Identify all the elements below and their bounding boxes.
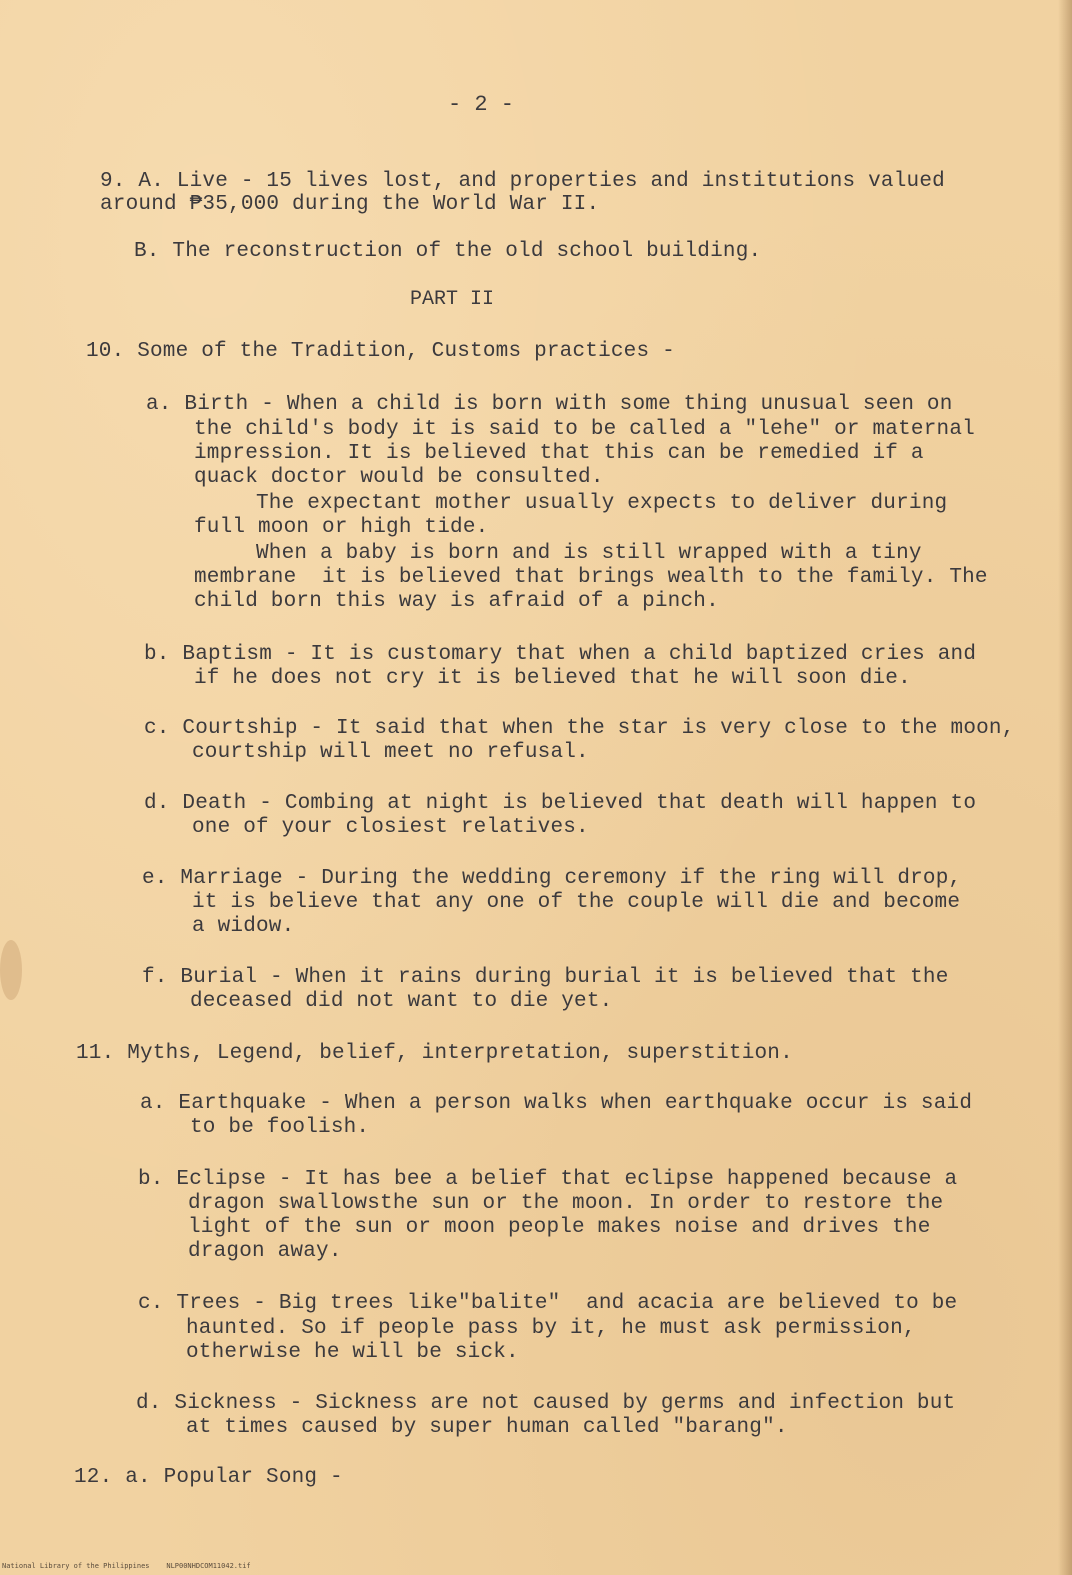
earthquake-line: a. Earthquake - When a person walks when earthquake occur is said bbox=[140, 1092, 973, 1115]
courtship-line: courtship will meet no refusal. bbox=[192, 741, 589, 764]
burial-line: deceased did not want to die yet. bbox=[190, 990, 613, 1013]
marriage-line: e. Marriage - During the wedding ceremony if the ring will drop, bbox=[142, 867, 962, 890]
marriage-line: a widow. bbox=[192, 915, 295, 938]
birth-line: the child's body it is said to be called a "lehe" or maternal bbox=[194, 418, 975, 441]
item11-heading: 11. Myths, Legend, belief, interpretation, superstition. bbox=[76, 1042, 793, 1065]
burial-line: f. Burial - When it rains during burial it is believed that the bbox=[142, 966, 949, 989]
death-line: one of your closiest relatives. bbox=[192, 816, 589, 839]
item9-b-line1: B. The reconstruction of the old school building. bbox=[134, 240, 762, 263]
birth-line: membrane it is believed that brings wealth to the family. The bbox=[194, 566, 988, 589]
item10-heading: 10. Some of the Tradition, Customs practices - bbox=[86, 340, 675, 363]
item9-a-line2: around ₱35,000 during the World War II. bbox=[100, 193, 600, 216]
eclipse-line: dragon swallowsthe sun or the moon. In order to restore the bbox=[188, 1192, 944, 1215]
paper-stain bbox=[0, 940, 22, 1000]
eclipse-line: dragon away. bbox=[188, 1240, 342, 1263]
page-number: - 2 - bbox=[448, 92, 515, 117]
baptism-line: if he does not cry it is believed that he will soon die. bbox=[194, 667, 911, 690]
page-edge-shadow bbox=[1058, 0, 1072, 1575]
part-heading: PART II bbox=[410, 288, 495, 311]
birth-line: a. Birth - When a child is born with some thing unusual seen on bbox=[146, 393, 953, 416]
birth-line: When a baby is born and is still wrapped with a tiny bbox=[256, 542, 922, 565]
sickness-line: at times caused by super human called "barang". bbox=[186, 1416, 788, 1439]
birth-line: The expectant mother usually expects to deliver during bbox=[256, 492, 948, 515]
item9-a-line1: 9. A. Live - 15 lives lost, and properties and institutions valued bbox=[100, 170, 945, 193]
archive-footer: National Library of the Philippines NLP00NHDCOM11042.tif bbox=[2, 1562, 251, 1570]
item12-heading: 12. a. Popular Song - bbox=[74, 1466, 343, 1489]
eclipse-line: light of the sun or moon people makes noise and drives the bbox=[188, 1216, 931, 1239]
eclipse-line: b. Eclipse - It has bee a belief that eclipse happened because a bbox=[138, 1168, 958, 1191]
death-line: d. Death - Combing at night is believed that death will happen to bbox=[144, 792, 977, 815]
birth-line: full moon or high tide. bbox=[194, 516, 489, 539]
trees-line: c. Trees - Big trees like"balite" and acacia are believed to be bbox=[138, 1292, 958, 1315]
trees-line: otherwise he will be sick. bbox=[186, 1341, 519, 1364]
courtship-line: c. Courtship - It said that when the star is very close to the moon, bbox=[144, 717, 1015, 740]
baptism-line: b. Baptism - It is customary that when a child baptized cries and bbox=[144, 643, 977, 666]
sickness-line: d. Sickness - Sickness are not caused by germs and infection but bbox=[136, 1392, 956, 1415]
earthquake-line: to be foolish. bbox=[190, 1116, 370, 1139]
marriage-line: it is believe that any one of the couple will die and become bbox=[192, 891, 961, 914]
birth-line: quack doctor would be consulted. bbox=[194, 466, 604, 489]
birth-line: impression. It is believed that this can be remedied if a bbox=[194, 442, 924, 465]
trees-line: haunted. So if people pass by it, he must ask permission, bbox=[186, 1317, 916, 1340]
birth-line: child born this way is afraid of a pinch. bbox=[194, 590, 719, 613]
